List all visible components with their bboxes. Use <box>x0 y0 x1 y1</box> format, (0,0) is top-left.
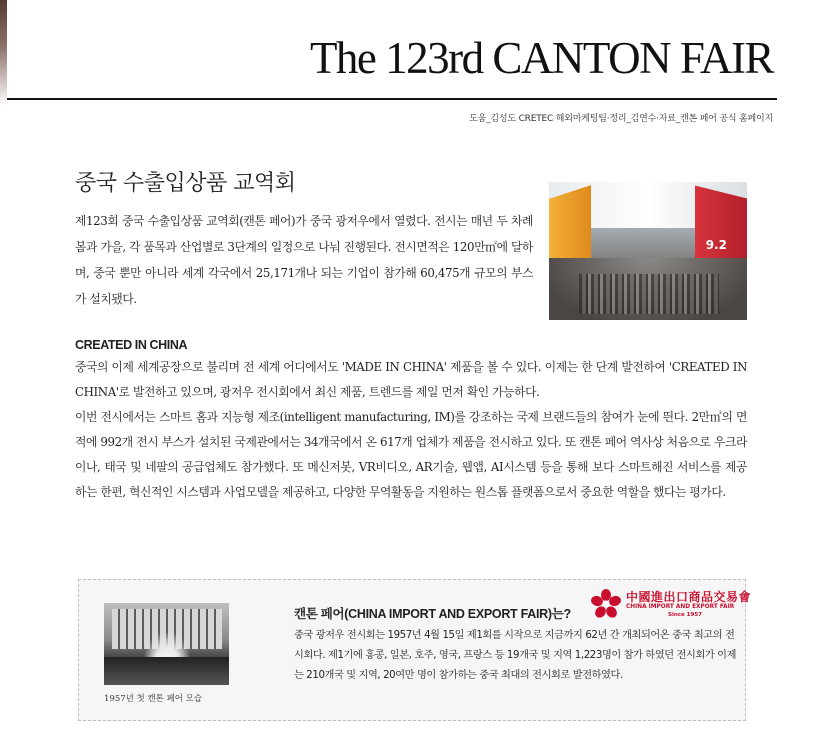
exhibition-hall-photo <box>549 182 747 320</box>
flower-icon <box>590 588 622 620</box>
photo-water <box>104 657 229 685</box>
photo-hall-sign: 9.2 <box>705 238 727 252</box>
logo-since-text: Since 1957 <box>668 612 702 618</box>
photo-crowd <box>579 274 719 314</box>
section-subhead: CREATED IN CHINA <box>75 338 188 352</box>
canton-fair-logo <box>590 586 752 622</box>
page-edge-strip <box>0 0 7 754</box>
intro-paragraph: 제123회 중국 수출입상품 교역회(캔톤 페어)가 중국 광저우에서 열렸다. 전시는 매년 두 차례 봄과 가을, 각 품목과 산업별로 3단계의 일정으로 나눠 진행된다. 전시면적은 120만㎡에 달하며, 중국 뿐만 아니라 세계 각국에서 25,171개나 되는 기업이 참가해 60,475개 규모의 부스가 설치됐다. <box>75 214 533 306</box>
body-paragraph: 이번 전시에서는 스마트 홈과 지능형 제조(intelligent manufacturing, IM)를 강조하는 국제 브랜드들의 참여가 눈에 띈다. 2만㎡의 면적에 992개 전시 부스가 설치된 국제관에서는 34개국에서 온 617개 업체가 제품을 전시하고 있다. 또 캔톤 페어 역사상 처음으로 우크라이나, 태국 및 네팔의 공급업체도 참가했다. 또 메신저봇, VR비디오, AR기술, 웹앱, AI시스템 등을 통해 보다 스마트해진 서비스를 제공하는 한편, 혁신적인 시스템과 사업모델을 제공하고, 다양한 무역활동을 지원하는 원스톱 플랫폼으로서 중요한 역할을 했다는 평가다. <box>75 410 747 499</box>
info-box-title: 캔톤 페어(CHINA IMPORT AND EXPORT FAIR)는? <box>294 607 571 621</box>
logo-chinese-text: 中國進出口商品交易會 <box>626 590 752 604</box>
body-text <box>75 355 747 505</box>
first-fair-photo <box>104 603 229 685</box>
title-rule <box>7 98 777 100</box>
info-box-text: 중국 광저우 전시회는 1957년 4월 15일 제1회를 시작으로 지금까지 62년 간 개최되어온 중국 최고의 전시회다. 제1기에 홍콩, 일본, 호주, 영국, 프랑스 등 19개국 및 지역 1,223명이 참가 하였던 전시회가 이제는 210개국 및 지역, 20여만 명이 참가하는 중국 최대의 전시회로 발전하였다. <box>294 630 737 681</box>
photo-caption: 1957년 첫 캔톤 페어 모습 <box>104 694 203 704</box>
page-title: The 123rd CANTON FAIR <box>309 33 773 83</box>
article-heading: 중국 수출입상품 교역회 <box>75 171 296 196</box>
body-paragraph: 중국의 이제 세계공장으로 불리며 전 세계 어디에서도 'MADE IN CHINA' 제품을 볼 수 있다. 이제는 한 단계 발전하여 'CREATED IN CHINA'로 발전하고 있으며, 광저우 전시회에서 최신 제품, 트렌드를 제일 먼저 확인 가능하다. <box>75 360 747 399</box>
logo-english-text: CHINA IMPORT AND EXPORT FAIR <box>626 604 735 610</box>
credits-line: 도움_김성도 CRETEC 해외마케팅팀·정리_김연수·자료_캔톤 페어 공식 홈페이지 <box>469 114 773 124</box>
